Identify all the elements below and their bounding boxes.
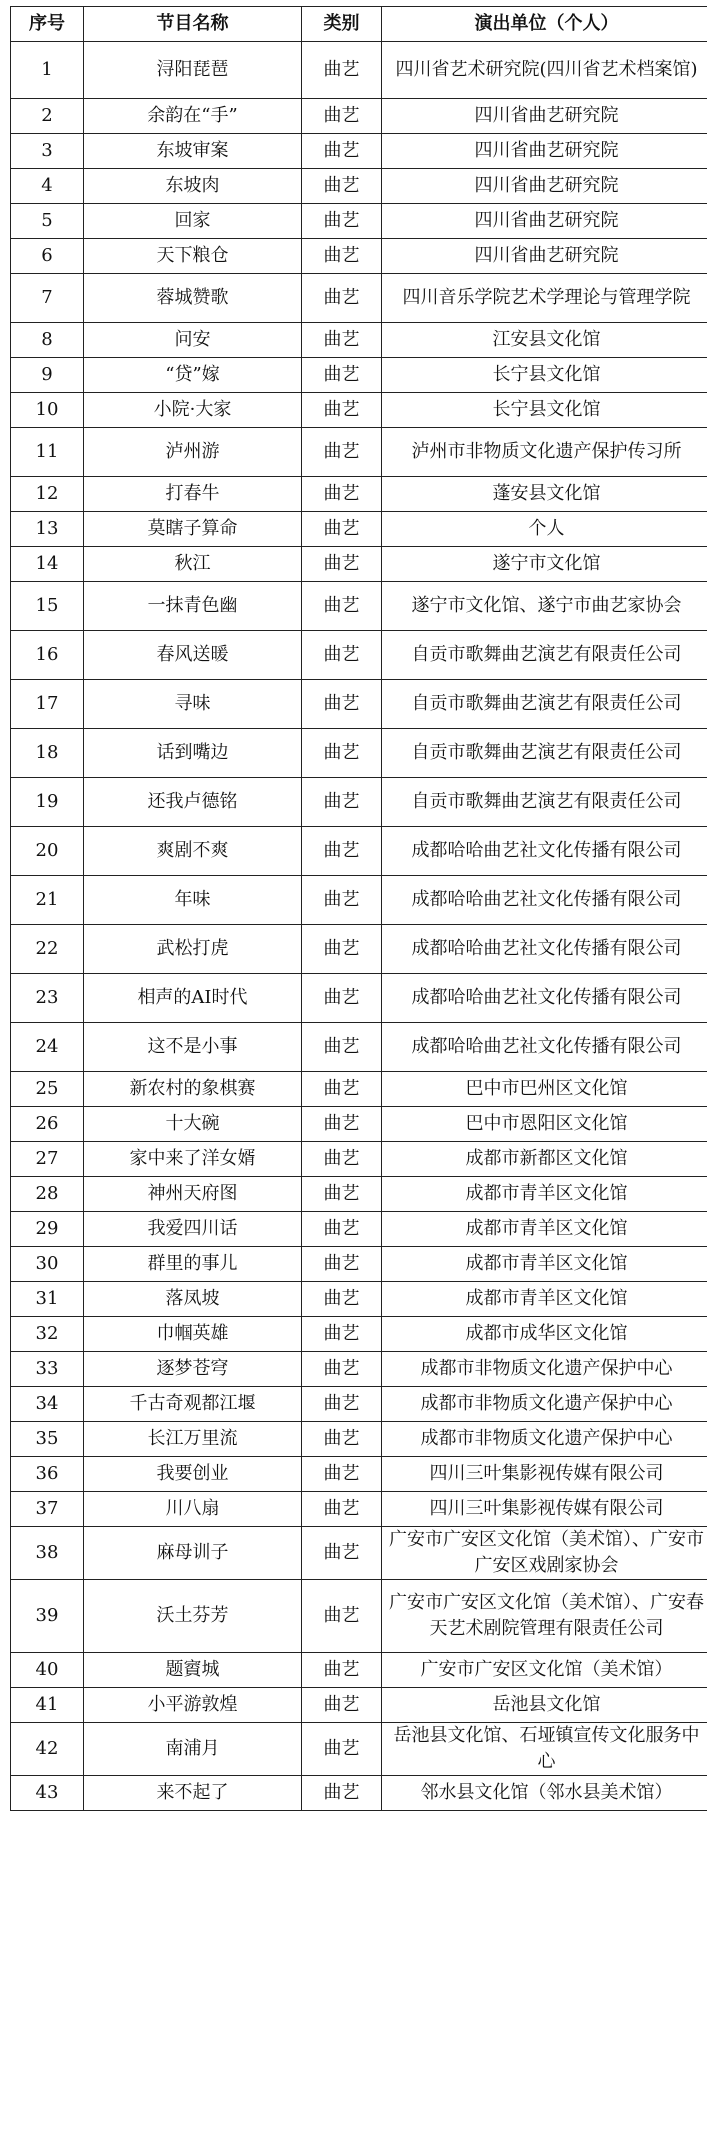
row-number: 12	[11, 477, 84, 512]
program-name: 南浦月	[84, 1723, 302, 1776]
program-category: 曲艺	[302, 134, 382, 169]
program-name: 秋江	[84, 547, 302, 582]
table-row	[11, 239, 707, 274]
row-number: 8	[11, 323, 84, 358]
program-name: 逐梦苍穹	[84, 1352, 302, 1387]
program-category: 曲艺	[302, 778, 382, 827]
program-name: 东坡肉	[84, 169, 302, 204]
program-category: 曲艺	[302, 1212, 382, 1247]
program-category: 曲艺	[302, 169, 382, 204]
program-category: 曲艺	[302, 1492, 382, 1527]
row-number: 2	[11, 99, 84, 134]
program-category: 曲艺	[302, 1387, 382, 1422]
table-row	[11, 1142, 707, 1177]
table-row	[11, 134, 707, 169]
program-category: 曲艺	[302, 1142, 382, 1177]
header-row	[11, 7, 707, 42]
row-number: 23	[11, 974, 84, 1023]
table-row	[11, 1352, 707, 1387]
program-name: 小院·大家	[84, 393, 302, 428]
performer-unit: 岳池县文化馆、石垭镇宣传文化服务中心	[382, 1723, 707, 1776]
program-category: 曲艺	[302, 274, 382, 323]
table-row	[11, 1723, 707, 1776]
program-name: 还我卢德铭	[84, 778, 302, 827]
table-row	[11, 1282, 707, 1317]
program-name: 问安	[84, 323, 302, 358]
performer-unit: 广安市广安区文化馆（美术馆）、广安春天艺术剧院管理有限责任公司	[382, 1580, 707, 1653]
program-name: 年味	[84, 876, 302, 925]
program-category: 曲艺	[302, 239, 382, 274]
program-name: 话到嘴边	[84, 729, 302, 778]
row-number: 7	[11, 274, 84, 323]
row-number: 1	[11, 42, 84, 99]
performer-unit: 四川省曲艺研究院	[382, 239, 707, 274]
row-number: 36	[11, 1457, 84, 1492]
performer-unit: 成都哈哈曲艺社文化传播有限公司	[382, 974, 707, 1023]
row-number: 32	[11, 1317, 84, 1352]
table-row	[11, 1023, 707, 1072]
program-name: 我爱四川话	[84, 1212, 302, 1247]
program-name: 武松打虎	[84, 925, 302, 974]
program-category: 曲艺	[302, 1422, 382, 1457]
table-row	[11, 680, 707, 729]
table-row	[11, 512, 707, 547]
table-row	[11, 428, 707, 477]
performer-unit: 四川省曲艺研究院	[382, 134, 707, 169]
program-name: 相声的AI时代	[84, 974, 302, 1023]
program-category: 曲艺	[302, 1653, 382, 1688]
table-row	[11, 1212, 707, 1247]
performer-unit: 成都市成华区文化馆	[382, 1317, 707, 1352]
program-category: 曲艺	[302, 1580, 382, 1653]
program-name: “贷”嫁	[84, 358, 302, 393]
row-number: 22	[11, 925, 84, 974]
table-row	[11, 631, 707, 680]
row-number: 41	[11, 1688, 84, 1723]
program-category: 曲艺	[302, 1177, 382, 1212]
row-number: 13	[11, 512, 84, 547]
program-name: 巾帼英雄	[84, 1317, 302, 1352]
table-row	[11, 1177, 707, 1212]
performer-unit: 成都市非物质文化遗产保护中心	[382, 1352, 707, 1387]
program-name: 余韵在“手”	[84, 99, 302, 134]
program-category: 曲艺	[302, 477, 382, 512]
table-row	[11, 582, 707, 631]
table-row	[11, 323, 707, 358]
performer-unit: 四川三叶集影视传媒有限公司	[382, 1457, 707, 1492]
program-category: 曲艺	[302, 547, 382, 582]
performer-unit: 成都哈哈曲艺社文化传播有限公司	[382, 1023, 707, 1072]
program-name: 来不起了	[84, 1776, 302, 1811]
program-category: 曲艺	[302, 1317, 382, 1352]
program-name: 题賨城	[84, 1653, 302, 1688]
table-row	[11, 274, 707, 323]
table-row	[11, 358, 707, 393]
program-category: 曲艺	[302, 1776, 382, 1811]
row-number: 43	[11, 1776, 84, 1811]
performer-unit: 成都哈哈曲艺社文化传播有限公司	[382, 925, 707, 974]
row-number: 27	[11, 1142, 84, 1177]
table-row	[11, 1653, 707, 1688]
program-category: 曲艺	[302, 42, 382, 99]
performer-unit: 四川省曲艺研究院	[382, 169, 707, 204]
row-number: 9	[11, 358, 84, 393]
performer-unit: 广安市广安区文化馆（美术馆）、广安市广安区戏剧家协会	[382, 1527, 707, 1580]
performer-unit: 巴中市恩阳区文化馆	[382, 1107, 707, 1142]
row-number: 42	[11, 1723, 84, 1776]
row-number: 34	[11, 1387, 84, 1422]
program-name: 神州天府图	[84, 1177, 302, 1212]
header-name: 节目名称	[84, 7, 302, 42]
row-number: 38	[11, 1527, 84, 1580]
table-row	[11, 1422, 707, 1457]
program-name: 春风送暖	[84, 631, 302, 680]
program-category: 曲艺	[302, 680, 382, 729]
row-number: 18	[11, 729, 84, 778]
row-number: 19	[11, 778, 84, 827]
program-category: 曲艺	[302, 827, 382, 876]
table-row	[11, 925, 707, 974]
program-category: 曲艺	[302, 323, 382, 358]
row-number: 17	[11, 680, 84, 729]
program-category: 曲艺	[302, 358, 382, 393]
performer-unit: 成都市青羊区文化馆	[382, 1177, 707, 1212]
table-row	[11, 42, 707, 99]
program-name: 我要创业	[84, 1457, 302, 1492]
table-row	[11, 1107, 707, 1142]
performer-unit: 四川音乐学院艺术学理论与管理学院	[382, 274, 707, 323]
table-row	[11, 1387, 707, 1422]
performer-unit: 成都哈哈曲艺社文化传播有限公司	[382, 827, 707, 876]
program-name: 沃土芬芳	[84, 1580, 302, 1653]
program-category: 曲艺	[302, 1072, 382, 1107]
table-row	[11, 1776, 707, 1811]
program-name: 回家	[84, 204, 302, 239]
row-number: 4	[11, 169, 84, 204]
table-row	[11, 1072, 707, 1107]
performer-unit: 成都市青羊区文化馆	[382, 1247, 707, 1282]
performer-unit: 巴中市巴州区文化馆	[382, 1072, 707, 1107]
row-number: 33	[11, 1352, 84, 1387]
program-category: 曲艺	[302, 393, 382, 428]
program-name: 东坡审案	[84, 134, 302, 169]
performer-unit: 自贡市歌舞曲艺演艺有限责任公司	[382, 680, 707, 729]
program-category: 曲艺	[302, 582, 382, 631]
performer-unit: 泸州市非物质文化遗产保护传习所	[382, 428, 707, 477]
performer-unit: 个人	[382, 512, 707, 547]
table-row	[11, 393, 707, 428]
row-number: 15	[11, 582, 84, 631]
performer-unit: 四川省艺术研究院(四川省艺术档案馆)	[382, 42, 707, 99]
table-row	[11, 477, 707, 512]
program-name: 天下粮仓	[84, 239, 302, 274]
table-row	[11, 1580, 707, 1653]
program-name: 千古奇观都江堰	[84, 1387, 302, 1422]
program-name: 群里的事儿	[84, 1247, 302, 1282]
row-number: 40	[11, 1653, 84, 1688]
performer-unit: 长宁县文化馆	[382, 393, 707, 428]
program-category: 曲艺	[302, 1352, 382, 1387]
performer-unit: 广安市广安区文化馆（美术馆）	[382, 1653, 707, 1688]
table-row	[11, 778, 707, 827]
row-number: 6	[11, 239, 84, 274]
performer-unit: 四川省曲艺研究院	[382, 99, 707, 134]
performer-unit: 成都哈哈曲艺社文化传播有限公司	[382, 876, 707, 925]
performer-unit: 成都市非物质文化遗产保护中心	[382, 1422, 707, 1457]
performer-unit: 长宁县文化馆	[382, 358, 707, 393]
program-table	[10, 6, 707, 1811]
program-name: 新农村的象棋赛	[84, 1072, 302, 1107]
performer-unit: 自贡市歌舞曲艺演艺有限责任公司	[382, 631, 707, 680]
row-number: 10	[11, 393, 84, 428]
program-category: 曲艺	[302, 428, 382, 477]
program-category: 曲艺	[302, 204, 382, 239]
program-category: 曲艺	[302, 1723, 382, 1776]
performer-unit: 江安县文化馆	[382, 323, 707, 358]
performer-unit: 自贡市歌舞曲艺演艺有限责任公司	[382, 778, 707, 827]
row-number: 30	[11, 1247, 84, 1282]
table-row	[11, 974, 707, 1023]
row-number: 24	[11, 1023, 84, 1072]
row-number: 31	[11, 1282, 84, 1317]
row-number: 28	[11, 1177, 84, 1212]
table-row	[11, 99, 707, 134]
program-category: 曲艺	[302, 512, 382, 547]
header-no: 序号	[11, 7, 84, 42]
program-category: 曲艺	[302, 631, 382, 680]
program-category: 曲艺	[302, 1107, 382, 1142]
performer-unit: 四川省曲艺研究院	[382, 204, 707, 239]
performer-unit: 蓬安县文化馆	[382, 477, 707, 512]
table-row	[11, 204, 707, 239]
row-number: 39	[11, 1580, 84, 1653]
program-name: 寻味	[84, 680, 302, 729]
program-category: 曲艺	[302, 974, 382, 1023]
header-category: 类别	[302, 7, 382, 42]
performer-unit: 岳池县文化馆	[382, 1688, 707, 1723]
program-category: 曲艺	[302, 1282, 382, 1317]
performer-unit: 成都市青羊区文化馆	[382, 1212, 707, 1247]
performer-unit: 遂宁市文化馆	[382, 547, 707, 582]
program-name: 一抹青色幽	[84, 582, 302, 631]
program-name: 打春牛	[84, 477, 302, 512]
program-category: 曲艺	[302, 1247, 382, 1282]
row-number: 21	[11, 876, 84, 925]
program-name: 莫瞎子算命	[84, 512, 302, 547]
program-name: 麻母训子	[84, 1527, 302, 1580]
table-row	[11, 1247, 707, 1282]
row-number: 3	[11, 134, 84, 169]
program-category: 曲艺	[302, 729, 382, 778]
row-number: 11	[11, 428, 84, 477]
program-name: 十大碗	[84, 1107, 302, 1142]
table-row	[11, 729, 707, 778]
program-name: 爽剧不爽	[84, 827, 302, 876]
table-row	[11, 827, 707, 876]
table-row	[11, 547, 707, 582]
row-number: 14	[11, 547, 84, 582]
row-number: 35	[11, 1422, 84, 1457]
performer-unit: 成都市新都区文化馆	[382, 1142, 707, 1177]
table-row	[11, 1688, 707, 1723]
table-row	[11, 1492, 707, 1527]
table-row	[11, 876, 707, 925]
table-row	[11, 1317, 707, 1352]
performer-unit: 遂宁市文化馆、遂宁市曲艺家协会	[382, 582, 707, 631]
performer-unit: 成都市非物质文化遗产保护中心	[382, 1387, 707, 1422]
row-number: 20	[11, 827, 84, 876]
program-name: 川八扇	[84, 1492, 302, 1527]
row-number: 37	[11, 1492, 84, 1527]
table-row	[11, 169, 707, 204]
row-number: 5	[11, 204, 84, 239]
row-number: 25	[11, 1072, 84, 1107]
program-name: 泸州游	[84, 428, 302, 477]
performer-unit: 自贡市歌舞曲艺演艺有限责任公司	[382, 729, 707, 778]
program-category: 曲艺	[302, 876, 382, 925]
performer-unit: 邻水县文化馆（邻水县美术馆）	[382, 1776, 707, 1811]
row-number: 26	[11, 1107, 84, 1142]
table-row	[11, 1457, 707, 1492]
row-number: 16	[11, 631, 84, 680]
program-name: 小平游敦煌	[84, 1688, 302, 1723]
performer-unit: 成都市青羊区文化馆	[382, 1282, 707, 1317]
table-row	[11, 1527, 707, 1580]
program-name: 长江万里流	[84, 1422, 302, 1457]
program-name: 落凤坡	[84, 1282, 302, 1317]
program-category: 曲艺	[302, 1023, 382, 1072]
row-number: 29	[11, 1212, 84, 1247]
program-name: 浔阳琵琶	[84, 42, 302, 99]
program-name: 蓉城赞歌	[84, 274, 302, 323]
program-category: 曲艺	[302, 1457, 382, 1492]
header-unit: 演出单位（个人）	[382, 7, 707, 42]
program-category: 曲艺	[302, 925, 382, 974]
program-category: 曲艺	[302, 99, 382, 134]
program-category: 曲艺	[302, 1688, 382, 1723]
program-name: 家中来了洋女婿	[84, 1142, 302, 1177]
program-name: 这不是小事	[84, 1023, 302, 1072]
performer-unit: 四川三叶集影视传媒有限公司	[382, 1492, 707, 1527]
program-category: 曲艺	[302, 1527, 382, 1580]
